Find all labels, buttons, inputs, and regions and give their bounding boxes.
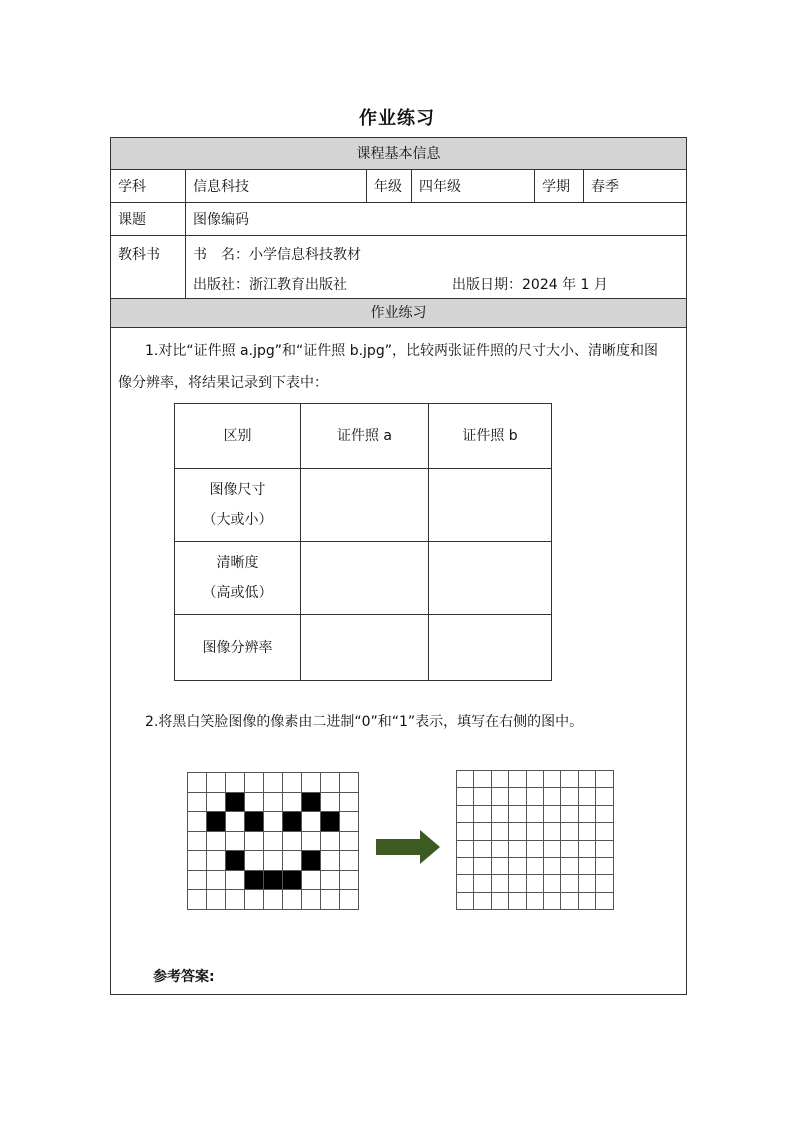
answer-cell[interactable] xyxy=(457,893,474,910)
table-row-resolution-label xyxy=(175,615,301,680)
answer-cell[interactable] xyxy=(492,858,509,875)
pixel-black xyxy=(302,851,321,871)
publisher: 出版社：浙江教育出版社 xyxy=(193,277,347,293)
pixel-white xyxy=(340,871,359,891)
answer-cell[interactable] xyxy=(544,858,561,875)
answer-cell[interactable] xyxy=(457,841,474,858)
answer-cell[interactable] xyxy=(561,841,578,858)
row-sublabel: （高或低） xyxy=(202,585,273,601)
pixel-black xyxy=(283,812,302,832)
comparison-table xyxy=(174,403,552,681)
answer-cell[interactable] xyxy=(596,841,613,858)
pixel-white xyxy=(188,851,207,871)
answer-cell[interactable] xyxy=(509,893,526,910)
pixel-white xyxy=(283,851,302,871)
pixel-white xyxy=(321,871,340,891)
pixel-white xyxy=(188,773,207,793)
pixel-white xyxy=(264,773,283,793)
pixel-white xyxy=(321,793,340,813)
question-1-line-2: 像分辨率，将结果记录到下表中： xyxy=(118,375,328,391)
answer-cell[interactable] xyxy=(596,806,613,823)
answer-cell[interactable] xyxy=(509,771,526,788)
pixel-white xyxy=(207,793,226,813)
answer-cell[interactable] xyxy=(561,806,578,823)
table-row-size-label xyxy=(175,469,301,542)
pixel-white xyxy=(226,773,245,793)
pixel-white xyxy=(245,793,264,813)
pixel-black xyxy=(245,871,264,891)
worksheet-table xyxy=(110,137,687,995)
answer-cell[interactable] xyxy=(544,823,561,840)
answer-cell[interactable] xyxy=(579,806,596,823)
pixel-white xyxy=(340,773,359,793)
answer-cell[interactable] xyxy=(544,875,561,892)
pixel-white xyxy=(188,890,207,910)
textbook-label: 教科书 xyxy=(111,236,186,298)
question-1-line-1: 1.对比“证件照 a.jpg”和“证件照 b.jpg”，比较两张证件照的尺寸大小、清晰度和图 xyxy=(145,343,658,359)
answer-cell[interactable] xyxy=(579,771,596,788)
pixel-white xyxy=(188,812,207,832)
answer-cell[interactable] xyxy=(561,893,578,910)
pixel-white xyxy=(207,773,226,793)
answer-cell[interactable] xyxy=(492,893,509,910)
pixel-white xyxy=(340,851,359,871)
table-header-text: 证件照 b xyxy=(462,428,518,444)
pixel-white xyxy=(245,890,264,910)
topic-label: 课题 xyxy=(111,203,186,235)
pixel-white xyxy=(188,793,207,813)
pixel-white xyxy=(245,832,264,852)
answer-cell[interactable] xyxy=(474,771,491,788)
question-2: 2.将黑白笑脸图像的像素由二进制“0”和“1”表示，填写在右侧的图中。 xyxy=(145,714,584,730)
table-row-clarity-label xyxy=(175,542,301,615)
answer-cell[interactable] xyxy=(527,806,544,823)
subject-row xyxy=(111,170,686,203)
term-label: 学期 xyxy=(535,170,584,202)
pixel-white xyxy=(245,851,264,871)
pixel-black xyxy=(207,812,226,832)
row-label: 清晰度 xyxy=(216,555,259,571)
table-header-photo-b xyxy=(429,404,551,469)
course-info-header xyxy=(111,138,686,170)
answer-cell[interactable] xyxy=(474,875,491,892)
exercise-header xyxy=(111,299,686,328)
table-cell-clarity-b[interactable] xyxy=(429,542,551,615)
pixel-white xyxy=(188,871,207,891)
answer-cell[interactable] xyxy=(492,806,509,823)
subject-label: 学科 xyxy=(111,170,186,202)
pixel-white xyxy=(226,832,245,852)
answer-cell[interactable] xyxy=(457,771,474,788)
pixel-white xyxy=(226,871,245,891)
pixel-white xyxy=(283,890,302,910)
answer-cell[interactable] xyxy=(474,823,491,840)
answer-cell[interactable] xyxy=(492,841,509,858)
answer-cell[interactable] xyxy=(596,823,613,840)
answer-cell[interactable] xyxy=(561,858,578,875)
answer-cell[interactable] xyxy=(509,823,526,840)
answer-cell[interactable] xyxy=(527,893,544,910)
pixel-white xyxy=(302,871,321,891)
answer-cell[interactable] xyxy=(509,806,526,823)
answer-cell[interactable] xyxy=(544,841,561,858)
answer-cell[interactable] xyxy=(474,788,491,805)
answer-cell[interactable] xyxy=(457,858,474,875)
pixel-white xyxy=(302,890,321,910)
answer-cell[interactable] xyxy=(579,875,596,892)
row-label: 图像分辨率 xyxy=(202,639,273,656)
pixel-white xyxy=(188,832,207,852)
pixel-white xyxy=(302,773,321,793)
table-cell-resolution-a[interactable] xyxy=(301,615,429,680)
pixel-black xyxy=(283,871,302,891)
pixel-white xyxy=(321,890,340,910)
pixel-white xyxy=(245,773,264,793)
answer-cell[interactable] xyxy=(561,788,578,805)
answer-cell[interactable] xyxy=(474,806,491,823)
answer-cell[interactable] xyxy=(596,858,613,875)
answer-cell[interactable] xyxy=(474,893,491,910)
publish-date: 出版日期：2024 年 1 月 xyxy=(452,277,608,293)
answer-cell[interactable] xyxy=(474,858,491,875)
pixel-white xyxy=(283,832,302,852)
pixel-white xyxy=(264,832,283,852)
course-info-header-text: 课程基本信息 xyxy=(356,146,441,162)
answer-cell[interactable] xyxy=(457,788,474,805)
right-arrow-icon xyxy=(376,830,442,864)
exercise-header-text: 作业练习 xyxy=(370,305,427,321)
answer-cell[interactable] xyxy=(527,771,544,788)
pixel-white xyxy=(207,851,226,871)
answer-cell[interactable] xyxy=(596,788,613,805)
term-value: 春季 xyxy=(591,179,619,195)
answer-cell[interactable] xyxy=(492,875,509,892)
table-cell-resolution-b[interactable] xyxy=(429,615,551,680)
table-cell-size-b[interactable] xyxy=(429,469,551,542)
pixel-white xyxy=(207,871,226,891)
pixel-white xyxy=(340,890,359,910)
row-label: 图像尺寸 xyxy=(209,482,266,498)
pixel-white xyxy=(283,773,302,793)
pixel-black xyxy=(245,812,264,832)
page-title: 作业练习 xyxy=(359,108,435,129)
pixel-white xyxy=(226,812,245,832)
answer-cell[interactable] xyxy=(596,771,613,788)
answer-cell[interactable] xyxy=(579,893,596,910)
answer-cell[interactable] xyxy=(596,893,613,910)
smiley-pixel-grid xyxy=(187,772,359,910)
answer-cell[interactable] xyxy=(544,788,561,805)
answer-cell[interactable] xyxy=(527,823,544,840)
table-cell-size-a[interactable] xyxy=(301,469,429,542)
answer-cell[interactable] xyxy=(457,875,474,892)
pixel-white xyxy=(321,851,340,871)
answer-cell[interactable] xyxy=(561,823,578,840)
answer-cell[interactable] xyxy=(527,841,544,858)
pixel-black xyxy=(264,871,283,891)
pixel-white xyxy=(264,793,283,813)
answer-label: 参考答案: xyxy=(153,969,215,985)
grade-label: 年级 xyxy=(367,170,412,202)
pixel-white xyxy=(207,832,226,852)
pixel-black xyxy=(226,851,245,871)
table-header-text: 区别 xyxy=(223,428,252,444)
answer-cell[interactable] xyxy=(561,875,578,892)
pixel-black xyxy=(302,793,321,813)
answer-cell[interactable] xyxy=(544,806,561,823)
textbook-row xyxy=(111,236,686,299)
topic-value: 图像编码 xyxy=(193,212,249,228)
pixel-white xyxy=(226,890,245,910)
row-sublabel: （大或小） xyxy=(202,512,273,528)
answer-cell[interactable] xyxy=(544,771,561,788)
pixel-white xyxy=(340,812,359,832)
table-header-text: 证件照 a xyxy=(336,428,393,444)
table-header-diff xyxy=(175,404,301,469)
book-name: 书 名：小学信息科技教材 xyxy=(193,247,361,263)
pixel-white xyxy=(264,812,283,832)
pixel-black xyxy=(321,812,340,832)
answer-cell[interactable] xyxy=(579,823,596,840)
answer-cell[interactable] xyxy=(579,788,596,805)
pixel-white xyxy=(340,793,359,813)
answer-cell[interactable] xyxy=(596,875,613,892)
answer-cell[interactable] xyxy=(474,841,491,858)
answer-cell[interactable] xyxy=(509,875,526,892)
pixel-white xyxy=(264,890,283,910)
pixel-white xyxy=(302,812,321,832)
pixel-white xyxy=(207,890,226,910)
answer-cell[interactable] xyxy=(527,875,544,892)
answer-cell[interactable] xyxy=(509,858,526,875)
subject-value: 信息科技 xyxy=(186,170,367,202)
pixel-black xyxy=(226,793,245,813)
answer-cell[interactable] xyxy=(579,841,596,858)
answer-cell[interactable] xyxy=(509,788,526,805)
answer-cell[interactable] xyxy=(457,806,474,823)
pixel-white xyxy=(321,773,340,793)
pixel-white xyxy=(340,832,359,852)
answer-cell[interactable] xyxy=(492,823,509,840)
pixel-white xyxy=(302,832,321,852)
grade-value: 四年级 xyxy=(412,170,535,202)
answer-cell[interactable] xyxy=(492,771,509,788)
table-cell-clarity-a[interactable] xyxy=(301,542,429,615)
answer-cell[interactable] xyxy=(527,858,544,875)
answer-cell[interactable] xyxy=(579,858,596,875)
pixel-white xyxy=(264,851,283,871)
topic-row xyxy=(111,203,686,236)
pixel-white xyxy=(283,793,302,813)
answer-cell[interactable] xyxy=(457,823,474,840)
answer-binary-grid[interactable] xyxy=(456,770,614,910)
answer-cell[interactable] xyxy=(544,893,561,910)
table-header-photo-a xyxy=(301,404,429,469)
pixel-white xyxy=(321,832,340,852)
answer-cell[interactable] xyxy=(561,771,578,788)
answer-cell[interactable] xyxy=(527,788,544,805)
answer-cell[interactable] xyxy=(509,841,526,858)
answer-cell[interactable] xyxy=(492,788,509,805)
